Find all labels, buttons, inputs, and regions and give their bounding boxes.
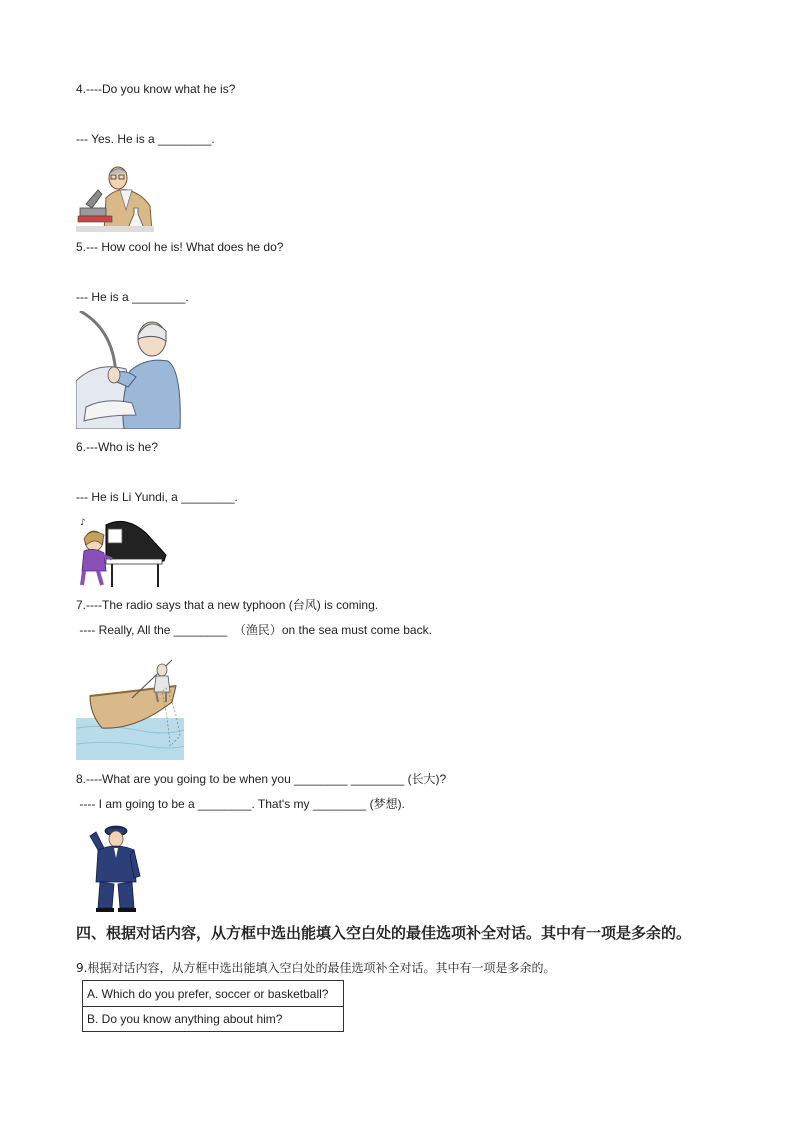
question-6-prompt: 6.---Who is he? (76, 440, 159, 454)
option-a: A. Which do you prefer, soccer or basketball? (87, 987, 329, 1001)
question-7-prompt: 7.----The radio says that a new typhoon (台风) is coming. (76, 598, 379, 612)
svg-text:♪: ♪ (80, 518, 86, 528)
question-4-answer: --- Yes. He is a ________. (76, 132, 215, 146)
driver-illustration (76, 311, 184, 429)
section-heading: 四、根据对话内容，从方框中选出能填入空白处的最佳选项补全对话。其中有一项是多余的。 (76, 924, 692, 942)
question-8-prompt: 8.----What are you going to be when you ________ ________ (长大)? (76, 772, 447, 786)
question-9-prompt: 9.根据对话内容，从方框中选出能填入空白处的最佳选项补全对话。其中有一项是多余的。 (76, 961, 556, 975)
question-6-answer: --- He is Li Yundi, a ________. (76, 490, 238, 504)
question-8-answer: ---- I am going to be a ________. That's my ________ (梦想). (76, 797, 405, 811)
question-7-answer: ---- Really, All the ________ （渔民）on the sea must come back. (76, 623, 432, 637)
scientist-illustration (76, 160, 154, 232)
options-divider (83, 1006, 343, 1007)
question-4-prompt: 4.----Do you know what he is? (76, 82, 236, 96)
question-5-prompt: 5.--- How cool he is! What does he do? (76, 240, 284, 254)
fisherman-illustration (76, 658, 184, 760)
options-box (82, 980, 344, 1032)
policeman-illustration (86, 822, 146, 912)
option-b: B. Do you know anything about him? (87, 1012, 283, 1026)
pianist-illustration (76, 515, 168, 589)
question-5-answer: --- He is a ________. (76, 290, 189, 304)
